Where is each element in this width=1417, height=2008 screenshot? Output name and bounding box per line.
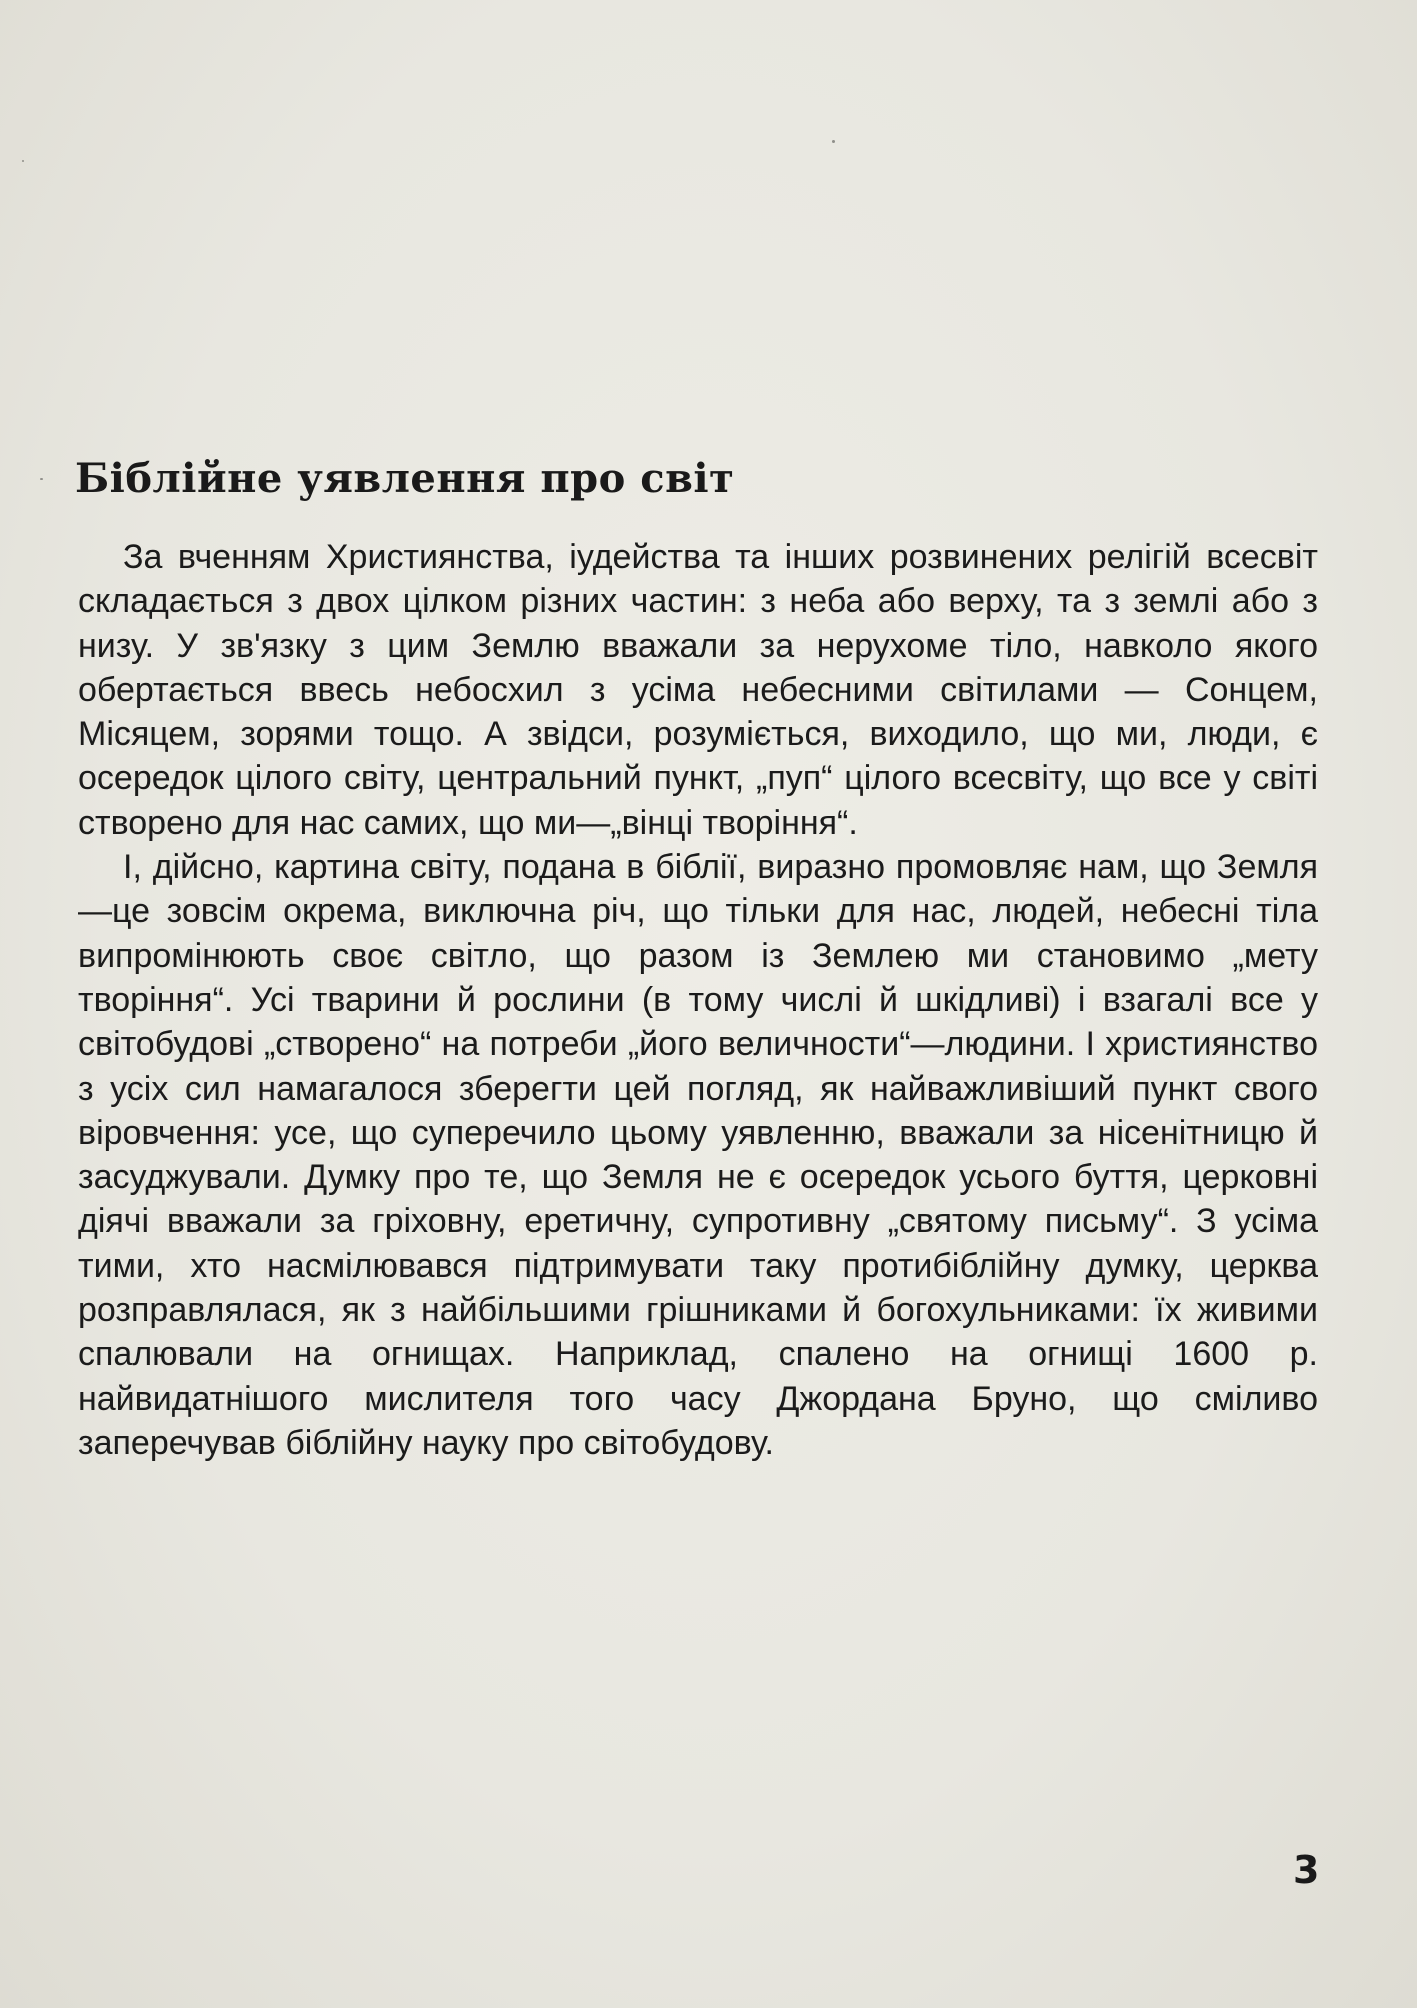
section-heading: Біблійне уявлення про світ: [75, 455, 735, 502]
paragraph: За вченням Християнства, іудейства та інших розвинених релігій всесвіт складається з двох цілком різних частин: з неба або верху, та з землі або з низу. У зв'язку з цим Землю вважали за нерухоме тіло, навколо якого обертається ввесь небосхил з усіма небесними світилами — Сонцем, Місяцем, зорями тощо. А звідси, розуміється, виходило, що ми, люди, є осередок цілого світу, центральний пункт, „пуп“ цілого всесвіту, що все у світі створено для нас самих, що ми—„вінці творіння“.: [78, 538, 1318, 842]
page-number: 3: [1293, 1848, 1320, 1892]
body-text: [78, 535, 1318, 1465]
ink-speck: [832, 140, 835, 143]
paragraph: І, дійсно, картина світу, подана в біблії, виразно промовляє нам, що Земля—це зовсім окрема, виключна річ, що тільки для нас, людей, небесні тіла випромінюють своє світло, що разом із Землею ми становимо „мету творіння“. Усі тварини й рослини (в тому числі й шкідливі) і взагалі все у світобудові „створено“ на потреби „його величности“—людини. І християнство з усіх сил намагалося зберегти цей погляд, як найважливіший пункт свого віровчення: усе, що суперечило цьому уявленню, вважали за нісенітницю й засуджували. Думку про те, що Земля не є осередок усього буття, церковні діячі вважали за гріховну, еретичну, супротивну „святому письму“. З усіма тими, хто насмілювався підтримувати таку протибіблійну думку, церква розправлялася, як з найбільшими грішниками й богохульниками: їх живими спалювали на огнищах. Наприклад, спалено на огнищі 1600 р. найвидатнішого мислителя того часу Джордана Бруно, що сміливо заперечував біблійну науку про світобудову.: [78, 848, 1318, 1462]
ink-speck: [22, 160, 24, 162]
ink-speck: [40, 478, 43, 480]
